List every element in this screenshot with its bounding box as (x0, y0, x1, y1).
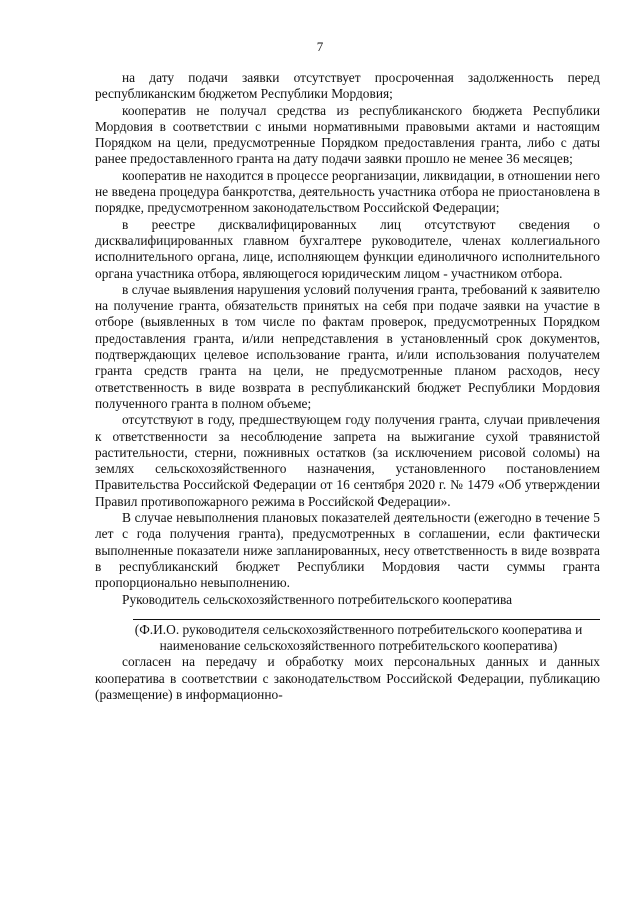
paragraph-no-prior-funds: кооператив не получал средства из республиканского бюджета Республики Мордовия в соответствии с иными нормативными правовыми актами и настоящим Порядком на цели, предусмотренные Порядком предоставления гранта, либо с даты ранее предоставленного гранта на дату подачи заявки прошло не менее 36 месяцев; (95, 102, 600, 167)
paragraph-plan-indicators: В случае невыполнения плановых показателей деятельности (ежегодно в течение 5 лет с года получения гранта), предусмотренных в соглашении, если фактически выполненные показатели ниже запланированных, несу ответственность в виде возврата в республиканский бюджет Республики Мордовия части суммы гранта пропорционально невыполнению. (95, 510, 600, 591)
paragraph-no-reorganization: кооператив не находится в процессе реорганизации, ликвидации, в отношении него не введена процедура банкротства, деятельность участника отбора не приостановлена в порядке, предусмотренном законодательством Российской Федерации; (95, 167, 600, 216)
document-body (95, 70, 600, 703)
paragraph-violation-liability: в случае выявления нарушения условий получения гранта, требований к заявителю на получение гранта, обязательств принятых на себя при подаче заявки на участие в отборе (выявленных в том числе по фактам проверок, предусмотренных Порядком предоставления гранта, и/или непредставления в установленный срок документов, подтверждающих целевое использование гранта, и/или использования получателем гранта средств гранта на цели, не предусмотренные планом расходов, несу ответственность в виде возврата в республиканский бюджет Республики Мордовия полученного гранта в полном объеме; (95, 281, 600, 411)
paragraph-no-debt: на дату подачи заявки отсутствует просроченная задолженность перед республиканским бюджетом Республики Мордовия; (95, 70, 600, 102)
paragraph-disqualified-registry: в реестре дисквалифицированных лиц отсутствуют сведения о дисквалифицированных главном бухгалтере руководителе, членах коллегиального исполнительного органа, лице, исполняющем функции единоличного исполнительного органа участника отбора, являющегося юридическим лицом - участником отбора. (95, 216, 600, 281)
page-number: 7 (316, 39, 324, 54)
paragraph-personal-data-consent: согласен на передачу и обработку моих персональных данных и данных кооператива в соответствии с законодательством Российской Федерации, публикацию (размещение) в информационно- (95, 654, 600, 702)
signature-line (133, 619, 600, 620)
signature-caption: (Ф.И.О. руководителя сельскохозяйственного потребительского кооператива и наименование сельскохозяйственного потребительского кооператива) (134, 621, 583, 654)
paragraph-burning-ban: отсутствуют в году, предшествующем году получения гранта, случаи привлечения к ответственности за несоблюдение запрета на выжигание сухой травянистой растительности, стерни, пожнивных остатков (за исключением рисовой соломы) на землях сельскохозяйственного назначения, установленного постановлением Правительства Российской Федерации от 16 сентября 2020 г. № 1479 «Об утверждении Правил противопожарного режима в Российской Федерации». (95, 412, 600, 509)
paragraph-head-of-cooperative: Руководитель сельскохозяйственного потребительского кооператива (122, 591, 513, 607)
